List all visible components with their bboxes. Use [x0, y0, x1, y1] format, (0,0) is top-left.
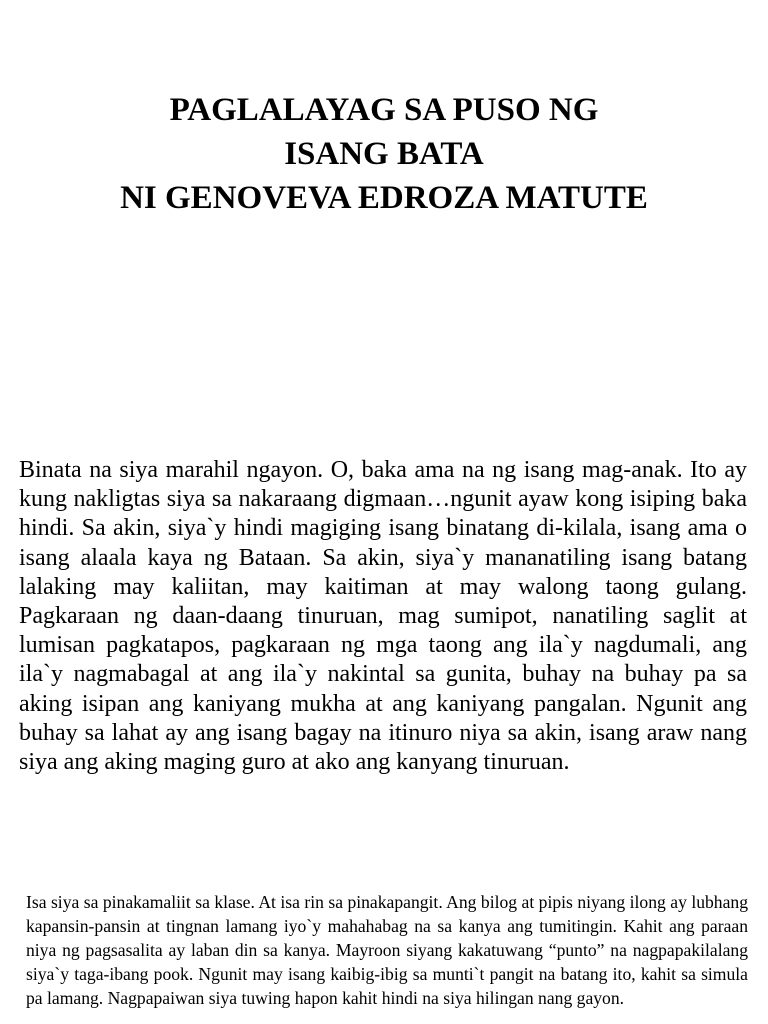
document-title	[0, 88, 768, 220]
title-line-3: NI GENOVEVA EDROZA MATUTE	[120, 180, 648, 216]
title-line-2: ISANG BATA	[284, 136, 484, 172]
title-line-1: PAGLALAYAG SA PUSO NG	[169, 92, 599, 128]
paragraph-2: Isa siya sa pinakamaliit sa klase. At isa rin sa pinakapangit. Ang bilog at pipis niyang ilong ay lubhang kapansin-pansin at tingnan lamang iyo`y mahahabag na sa kanya ang tumitingin. Kahit ang paraan niya ng pagsasalita ay laban din sa kanya. Mayroon siyang kakatuwang “punto” na nagpapakilalang siya`y taga-ibang pook. Ngunit may isang kaibig-ibig sa munti`t pangit na batang ito, kahit sa simula pa lamang. Nagpapaiwan siya tuwing hapon kahit hindi na siya hilingan nang gayon.	[26, 892, 748, 1008]
paragraph-1: Binata na siya marahil ngayon. O, baka ama na ng isang mag-anak. Ito ay kung nakligtas siya sa nakaraang digmaan…ngunit ayaw kong isiping baka hindi. Sa akin, siya`y hindi magiging isang binatang di-kilala, isang ama o isang alaala kaya ng Bataan. Sa akin, siya`y mananatiling isang batang lalaking may kaliitan, may kaitiman at may walong taong gulang. Pagkaraan ng daan-daang tinuruan, mag sumipot, nanatiling saglit at lumisan pagkatapos, pagkaraan ng mga taong ang ila`y nagdumali, ang ila`y nagmabagal at ang ila`y nakintal sa gunita, buhay na buhay pa sa aking isipan ang kaniyang mukha at ang kaniyang pangalan. Ngunit ang buhay sa lahat ay ang isang bagay na itinuro niya sa akin, isang araw nang siya ang aking maging guro at ako ang kanyang tinuruan.	[19, 457, 747, 776]
